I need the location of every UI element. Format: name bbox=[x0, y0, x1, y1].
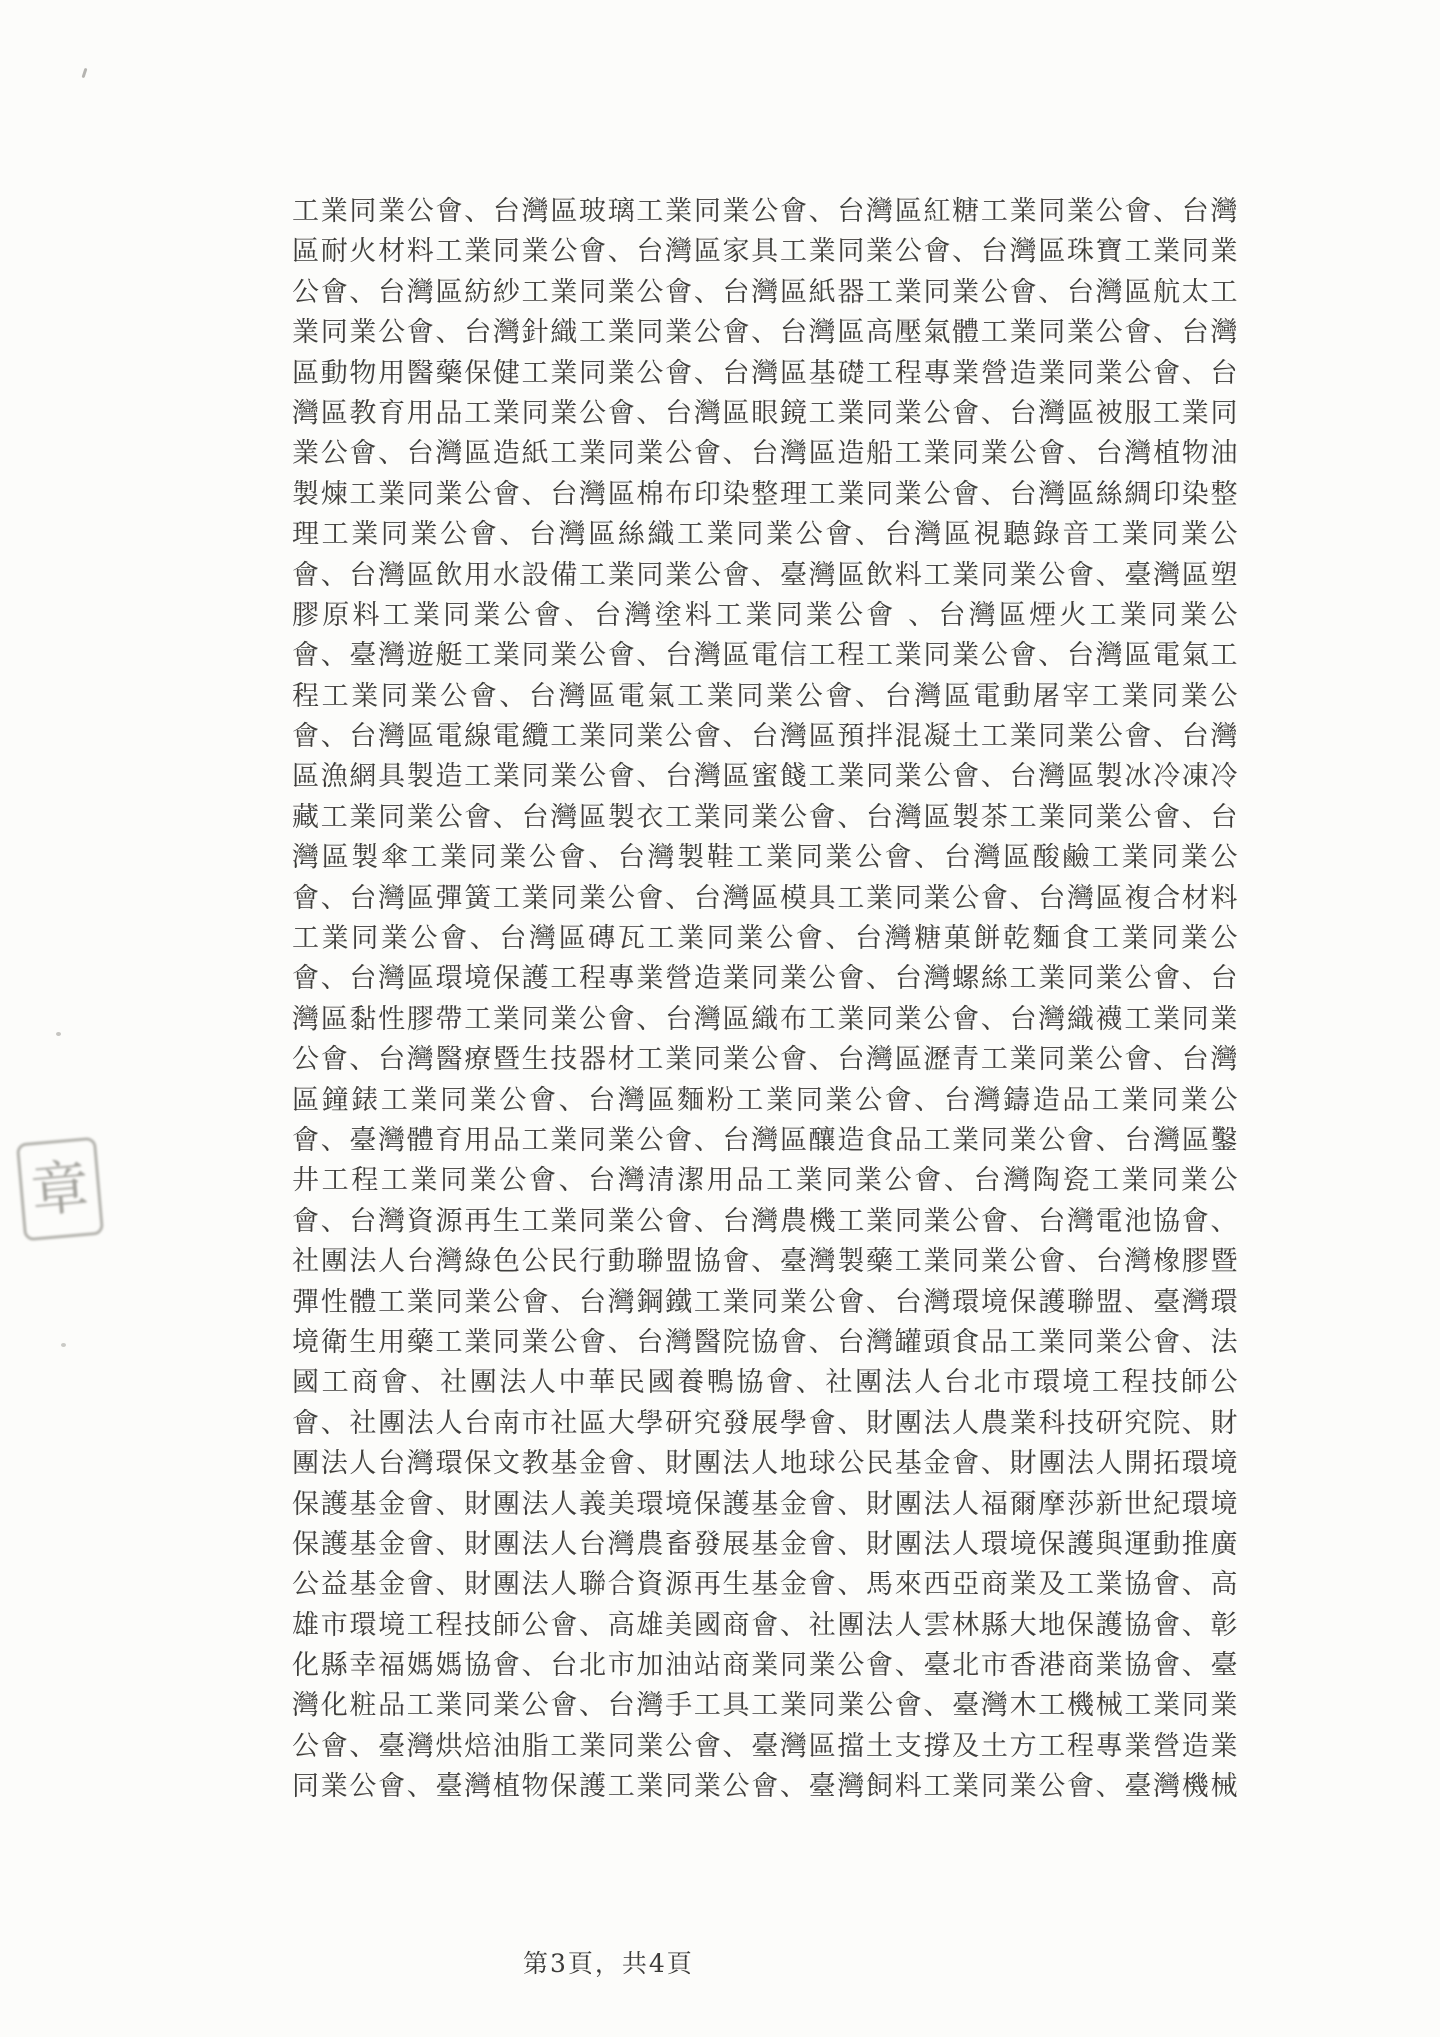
text-line: 理工業同業公會、台灣區絲織工業同業公會、台灣區視聽錄音工業同業公 bbox=[292, 519, 1238, 551]
scan-speck bbox=[61, 1343, 66, 1347]
text-line: 國工商會、社團法人中華民國養鴨協會、社團法人台北市環境工程技師公 bbox=[292, 1367, 1238, 1399]
text-line: 業同業公會、台灣針織工業同業公會、台灣區高壓氣體工業同業公會、台灣 bbox=[292, 317, 1238, 349]
text-line: 業公會、台灣區造紙工業同業公會、台灣區造船工業同業公會、台灣植物油 bbox=[292, 438, 1238, 470]
text-line: 會、台灣區彈簧工業同業公會、台灣區模具工業同業公會、台灣區複合材料 bbox=[292, 882, 1238, 914]
text-line: 井工程工業同業公會、台灣清潔用品工業同業公會、台灣陶瓷工業同業公 bbox=[292, 1165, 1238, 1197]
text-line: 同業公會、臺灣植物保護工業同業公會、臺灣飼料工業同業公會、臺灣機械 bbox=[292, 1771, 1238, 1803]
text-line: 團法人台灣環保文教基金會、財團法人地球公民基金會、財團法人開拓環境 bbox=[292, 1448, 1238, 1480]
text-line: 會、臺灣遊艇工業同業公會、台灣區電信工程工業同業公會、台灣區電氣工 bbox=[292, 640, 1238, 672]
scan-speck bbox=[82, 68, 88, 78]
text-line: 公益基金會、財團法人聯合資源再生基金會、馬來西亞商業及工業協會、高 bbox=[292, 1569, 1238, 1601]
scan-speck bbox=[56, 1032, 61, 1036]
text-line: 膠原料工業同業公會、台灣塗料工業同業公會 、台灣區煙火工業同業公 bbox=[292, 599, 1238, 631]
text-line: 區漁網具製造工業同業公會、台灣區蜜餞工業同業公會、台灣區製冰冷凍冷 bbox=[292, 761, 1238, 793]
text-line: 製煉工業同業公會、台灣區棉布印染整理工業同業公會、台灣區絲綢印染整 bbox=[292, 478, 1238, 510]
text-line: 會、臺灣體育用品工業同業公會、台灣區釀造食品工業同業公會、台灣區鑿 bbox=[292, 1124, 1238, 1156]
text-line: 會、社團法人台南市社區大學研究發展學會、財團法人農業科技研究院、財 bbox=[292, 1407, 1238, 1439]
text-line: 灣化粧品工業同業公會、台灣手工具工業同業公會、臺灣木工機械工業同業 bbox=[292, 1690, 1238, 1722]
text-line: 會、台灣資源再生工業同業公會、台灣農機工業同業公會、台灣電池協會、 bbox=[292, 1205, 1238, 1237]
text-line: 藏工業同業公會、台灣區製衣工業同業公會、台灣區製茶工業同業公會、台 bbox=[292, 801, 1238, 833]
association-list-text bbox=[292, 192, 1238, 1808]
text-line: 境衛生用藥工業同業公會、台灣醫院協會、台灣罐頭食品工業同業公會、法 bbox=[292, 1326, 1238, 1358]
text-line: 保護基金會、財團法人台灣農畜發展基金會、財團法人環境保護與運動推廣 bbox=[292, 1528, 1238, 1560]
text-line: 公會、臺灣烘焙油脂工業同業公會、臺灣區擋土支撐及土方工程專業營造業 bbox=[292, 1730, 1238, 1762]
text-line: 灣區黏性膠帶工業同業公會、台灣區織布工業同業公會、台灣織襪工業同業 bbox=[292, 1003, 1238, 1035]
text-line: 雄市環境工程技師公會、高雄美國商會、社團法人雲林縣大地保護協會、彰 bbox=[292, 1609, 1238, 1641]
text-line: 工業同業公會、台灣區磚瓦工業同業公會、台灣糖菓餅乾麵食工業同業公 bbox=[292, 923, 1238, 955]
text-line: 灣區製傘工業同業公會、台灣製鞋工業同業公會、台灣區酸鹼工業同業公 bbox=[292, 842, 1238, 874]
text-line: 程工業同業公會、台灣區電氣工業同業公會、台灣區電動屠宰工業同業公 bbox=[292, 680, 1238, 712]
text-line: 社團法人台灣綠色公民行動聯盟協會、臺灣製藥工業同業公會、台灣橡膠暨 bbox=[292, 1246, 1238, 1278]
page-number: 第3頁，共4頁 bbox=[523, 1949, 694, 1978]
partial-ink-seal bbox=[16, 1137, 104, 1242]
text-line: 會、台灣區環境保護工程專業營造業同業公會、台灣螺絲工業同業公會、台 bbox=[292, 963, 1238, 995]
text-line: 會、台灣區飲用水設備工業同業公會、臺灣區飲料工業同業公會、臺灣區塑 bbox=[292, 559, 1238, 591]
text-line: 化縣幸福媽媽協會、台北市加油站商業同業公會、臺北市香港商業協會、臺 bbox=[292, 1650, 1238, 1682]
text-line: 保護基金會、財團法人義美環境保護基金會、財團法人福爾摩莎新世紀環境 bbox=[292, 1488, 1238, 1520]
text-line: 工業同業公會、台灣區玻璃工業同業公會、台灣區紅糖工業同業公會、台灣 bbox=[292, 196, 1238, 227]
text-line: 公會、台灣醫療暨生技器材工業同業公會、台灣區瀝青工業同業公會、台灣 bbox=[292, 1044, 1238, 1076]
text-line: 區鐘錶工業同業公會、台灣區麵粉工業同業公會、台灣鑄造品工業同業公 bbox=[292, 1084, 1238, 1116]
text-line: 彈性體工業同業公會、台灣鋼鐵工業同業公會、台灣環境保護聯盟、臺灣環 bbox=[292, 1286, 1238, 1318]
text-line: 灣區教育用品工業同業公會、台灣區眼鏡工業同業公會、台灣區被服工業同 bbox=[292, 397, 1238, 429]
seal-glyph: 章 bbox=[28, 1152, 92, 1226]
text-line: 公會、台灣區紡紗工業同業公會、台灣區紙器工業同業公會、台灣區航太工 bbox=[292, 276, 1238, 308]
text-line: 會、台灣區電線電纜工業同業公會、台灣區預拌混凝土工業同業公會、台灣 bbox=[292, 721, 1238, 753]
text-line: 區耐火材料工業同業公會、台灣區家具工業同業公會、台灣區珠寶工業同業 bbox=[292, 236, 1238, 268]
text-line: 區動物用醫藥保健工業同業公會、台灣區基礎工程專業營造業同業公會、台 bbox=[292, 357, 1238, 389]
